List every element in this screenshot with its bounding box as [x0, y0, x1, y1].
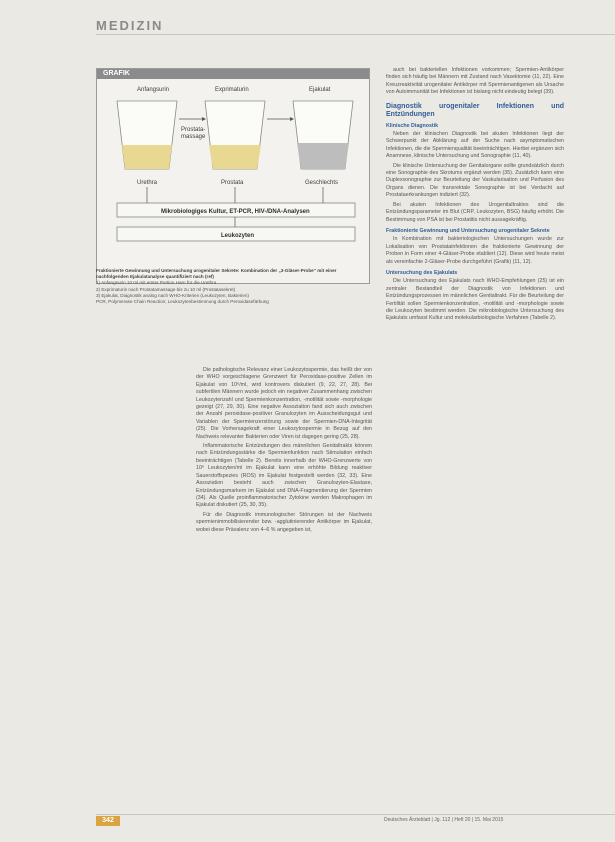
- paragraph: Die Untersuchung des Ejakulats nach WHO-Empfehlungen (25) ist ein zentraler Bestandteil der Diagnostik von Infektionen und Entzündungsprozessen im männlichen Genitaltrakt. Für die Beurteilung der Fertilität sollen Spermienkonzentration, -motilität und -morphologie sowie die Leukozyten bestimmt werden. Die mikrobiologische Untersuchung des Ejakulats umfasst Kultur und molekularbiologische Verfahren (Tabelle 2).: [386, 278, 564, 322]
- figure-diagram: [97, 81, 369, 281]
- caption-note: 1) Anfangsurin 10 ml mit erster Portion Harn für die Urethra: [96, 280, 217, 286]
- prostate-massage-label: Prostata-: [181, 127, 206, 133]
- right-column: [386, 67, 564, 325]
- paragraph: Die klinische Untersuchung der Genitalorgane sollte grundsätzlich durch eine Sonographie des Skrotums ergänzt werden (35). Zusätzlich kann eine Duplexsonographie zur Beurteilung der Vaskularisation und Perfusion des Organs dienen. Die transrektale Sonographie ist bei Verdacht auf Prostataerkrankungen indiziert (32).: [386, 162, 564, 199]
- caption-note: 2) Exprimaturin nach Prostatamassage bis zu 10 ml (Prostatasekret): [96, 286, 236, 292]
- header-divider: [96, 34, 615, 35]
- paragraph: Bei akuten Infektionen des Urogenitaltraktes sind die Entzündungsparameter im Blut (CRP, Leukozyten, BSG) häufig erhöht. Die Bestimmung von PSA ist bei Prostatitis nicht aussagekräftig.: [386, 201, 564, 223]
- stage-label-1: Anfangsurin: [137, 87, 170, 93]
- paragraph: Die pathologische Relevanz einer Leukozytospermie, das heißt der von der WHO vorgeschlagene Grenzwert für Peroxidase-positive Zellen im Ejakulat von 10⁶/ml, wird kontrovers diskutiert (9, 22, 27, 28). Bei subfertilen Männern wurde jedoch ein negativer Zusammenhang zwischen Leukozytenzahl und Spermienkonzentration, -motilität sowie -morphologie gezeigt (27, 29, 30). Eine negative Assoziation fand sich auch zwischen der Anzahl peroxidase-positiver Granulozyten im Ausscheidungsgut und Variablen der Spermienzerstörung sowie der Spermien-DNA-Integrität (25). Die Vorhersagekraft einer Leukozytospermie in Bezug auf den Nachweis relevanter Bakterien oder Viren ist dagegen gering (25, 28).: [196, 367, 372, 440]
- section-heading: Diagnostik urogenitaler Infektionen und Entzündungen: [386, 102, 564, 118]
- paragraph: In Kombination mit bakteriologischen Untersuchungen wurde zur Lokalisation von Prostatainfektionen die fraktionierte Gewinnung der Proben in Form einer 4-Gläser-Probe etabliert (12). Diese wird heute meist als vereinfachte 2-Gläser-Probe durchgeführt (Grafik) (11, 12).: [386, 236, 564, 265]
- subheading: Klinische Diagnostik: [386, 122, 439, 129]
- svg-text:Leukozyten: Leukozyten: [221, 233, 255, 239]
- paragraph: auch bei bakteriellen Infektionen vorkommen; Spermien-Antikörper finden sich häufig bei Männern mit Zustand nach Vasektomie (11, 22). Eine Kreuzreaktivität urogenitaler Antikörper mit Spermienantigenen als Ursache von Autoimmunität bei Infektionen ist bislang nicht eindeutig belegt (39).: [386, 67, 564, 96]
- cup-3: [293, 101, 353, 169]
- figure-caption: [96, 268, 368, 305]
- target-urethra: Urethra: [137, 180, 158, 186]
- paragraph: Inflammatorische Entzündungen des männlichen Genitaltrakts können nach Entzündungsstärke die Spermienfunktion nach Stimulation einfach beeinträchtigen (Tabelle 2). Bereits innerhalb der WHO-Grenzwerte von 10⁶ Leukozyten/ml im Ejakulat kann eine erhöhte Bildung reaktiver Sauerstoffspezies (ROS) im Ejakulat festgestellt werden (32, 33). Eine Assoziation besteht auch zwischen Granulozyten-Elastase, Entzündungsmarkern im Ejakulat und DNA-Fragmentierung der Spermien (34). Als Quelle proinflammatorischer Zytokine werden Makrophagen im Ejakulat diskutiert (25, 30, 35).: [196, 443, 372, 509]
- journal-citation: Deutsches Ärzteblatt | Jg. 112 | Heft 20 | 15. Mai 2015: [384, 817, 504, 823]
- cup-2: [205, 101, 265, 169]
- figure-tab: GRAFIK: [97, 69, 369, 79]
- footer-divider: [96, 814, 615, 815]
- subheading: Fraktionierte Gewinnung und Untersuchung urogenitaler Sekrete: [386, 227, 550, 234]
- svg-text:massage: massage: [181, 134, 206, 140]
- left-column: [196, 367, 372, 536]
- stage-label-3: Ejakulat: [309, 87, 331, 93]
- target-prostata: Prostata: [221, 180, 244, 186]
- section-header: MEDIZIN: [96, 18, 164, 33]
- caption-note: 3) Ejakulat, Diagnostik analog nach WHO-Kriterien (Leukozyten, Bakterien): [96, 292, 249, 298]
- figure-box: [96, 68, 370, 284]
- cup-1: [117, 101, 177, 169]
- paragraph: Neben der klinischen Diagnostik bei akuten Infektionen liegt der Schwerpunkt der Abklärung auf der Suche nach asymptomatischen Infektionen, die die Spermienqualität beeinträchtigen. Hierbei ergänzen sich Anamnese, klinische Untersuchung und Sonographie (11, 40).: [386, 131, 564, 160]
- paragraph: Für die Diagnostik immunologischer Störungen ist der Nachweis spermienimmobilisierender bzw. -agglutinierender Antikörper im Ejakulat, wobei diese Prävalenz von 4–6 % angegeben ist,: [196, 511, 372, 533]
- svg-text:Mikrobiologiges Kultur, ET-PCR: Mikrobiologiges Kultur, ET-PCR, HIV-/DNA-Analysen: [161, 209, 310, 215]
- page-number: 342: [96, 816, 120, 826]
- caption-note: PCR, Polymerase Chain Reaction; Leukozytenbestimmung durch Peroxidasefärbung: [96, 299, 269, 305]
- target-geschlecht: Geschlechts: [305, 180, 339, 186]
- subheading: Untersuchung des Ejakulats: [386, 269, 458, 276]
- stage-label-2: Exprimaturin: [215, 87, 249, 93]
- caption-title: Fraktionierte Gewinnung und Untersuchung urogenitaler Sekrete: Kombination der „3-Gläser-Probe“ mit einer nachfolgenden Ejakulatanalyse quantifiziert nach (ref): [96, 268, 337, 280]
